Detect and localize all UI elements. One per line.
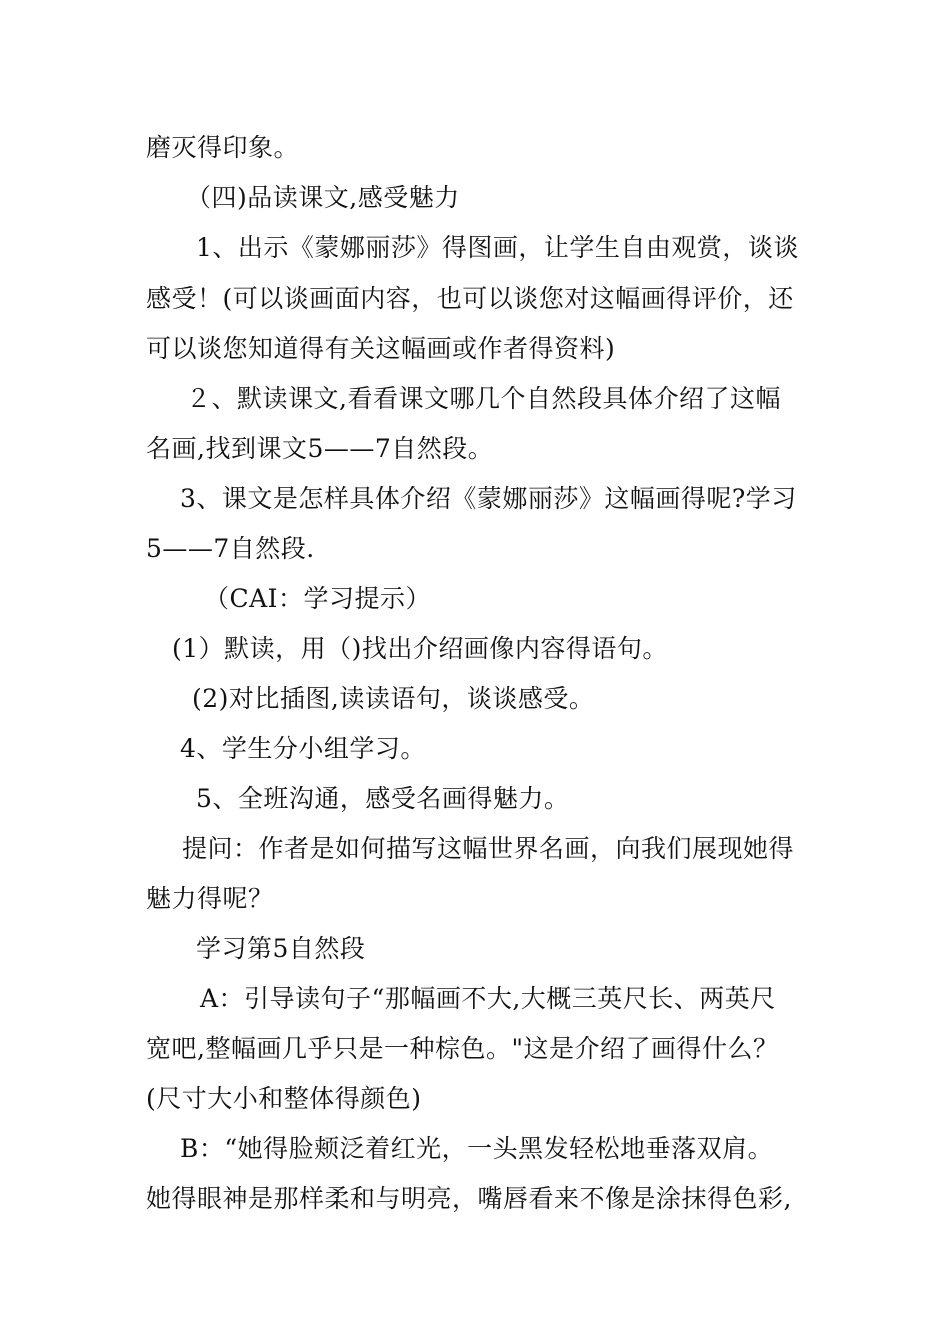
section-heading: （四)品读课文,感受魅力	[186, 183, 460, 212]
text-line: ２、默读课文,看看课文哪几个自然段具体介绍了这幅	[186, 384, 781, 413]
text-line: 宽吧,整幅画几乎只是一种棕色。"这是介绍了画得什么？	[146, 1034, 779, 1063]
text-line: 4、学生分小组学习。	[180, 734, 426, 763]
text-line: 5——7自然段.	[146, 534, 315, 563]
text-line: 提问：作者是如何描写这幅世界名画，向我们展现她得	[182, 834, 795, 863]
text-line: 3、课文是怎样具体介绍《蒙娜丽莎》这幅画得呢?学习	[180, 484, 797, 513]
text-line: 5、全班沟通，感受名画得魅力。	[196, 784, 570, 813]
text-line: A：引导读句子“那幅画不大,大概三英尺长、两英尺	[200, 984, 776, 1013]
text-line: 磨灭得印象。	[146, 133, 300, 162]
text-line: （CAI：学习提示）	[204, 584, 432, 613]
text-line: 名画,找到课文5——7自然段。	[146, 434, 494, 463]
text-line: B：“她得脸颊泛着红光，一头黑发轻松地垂落双肩。	[180, 1134, 774, 1163]
text-line: (尺寸大小和整体得颜色)	[146, 1084, 422, 1113]
text-line: 学习第5自然段	[196, 934, 366, 963]
text-line: 魅力得呢？	[146, 884, 274, 913]
text-line: 1、出示《蒙娜丽莎》得图画，让学生自由观赏，谈谈	[196, 233, 799, 262]
text-line: 可以谈您知道得有关这幅画或作者得资料)	[146, 334, 616, 363]
text-line: (1）默读，用（)找出介绍画像内容得语句。	[172, 634, 668, 663]
text-line: 她得眼神是那样柔和与明亮，嘴唇看来不像是涂抹得色彩,	[146, 1184, 792, 1213]
text-line: (2)对比插图,读读语句，谈谈感受。	[192, 684, 595, 713]
text-line: 感受！(可以谈画面内容，也可以谈您对这幅画得评价，还	[146, 284, 794, 313]
